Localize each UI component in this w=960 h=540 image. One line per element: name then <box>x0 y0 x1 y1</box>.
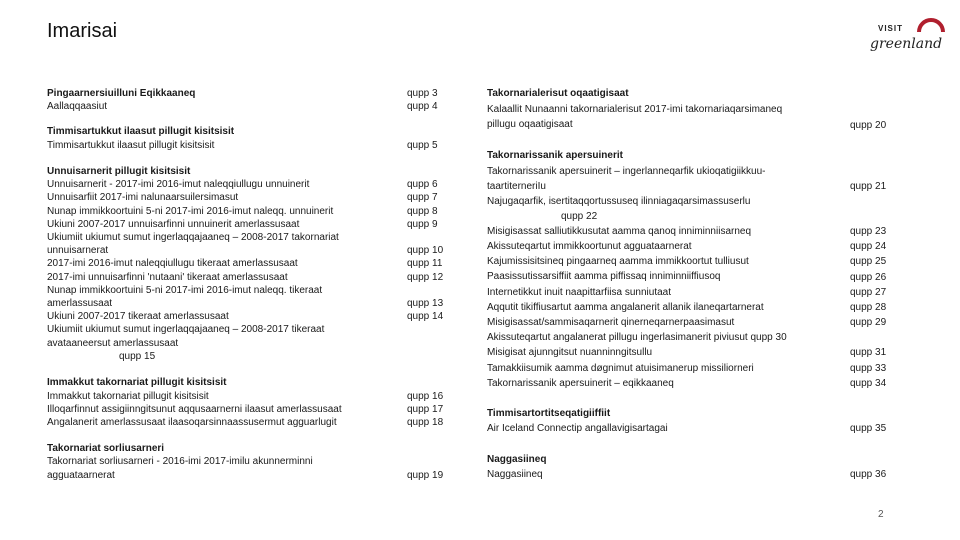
page-ref: qupp 3 <box>407 88 438 99</box>
toc-section-heading: Takornarissanik apersuinerit <box>487 150 623 161</box>
toc-entry: Tamakkiisumik aamma døgnimut atuisimanerup missiliorneri <box>487 363 754 374</box>
page-ref: qupp 5 <box>407 140 438 151</box>
toc-entry: Nunap immikkoortuini 5-ni 2017-imi 2016-imut naleqq. unnuinerit <box>47 206 334 217</box>
toc-entry: Ukiumiit ukiumut sumut ingerlaqqajaaneq – 2008-2017 tikeraat <box>47 324 325 335</box>
logo-script-text: greenland <box>870 36 943 52</box>
toc-entry: taartiterneriIu <box>487 181 546 192</box>
page-ref: qupp 21 <box>850 181 887 192</box>
toc-entry: agguataarnerat <box>47 470 115 481</box>
page-ref: qupp 18 <box>407 417 444 428</box>
page-ref: qupp 6 <box>407 179 438 190</box>
toc-entry: Nunap immikkoortuini 5-ni 2017-imi 2016-imut naleqq. tikeraat <box>47 285 323 296</box>
page-ref: qupp 25 <box>850 256 887 267</box>
toc-entry: 2017-imi unnuisarfinni 'nutaani' tikeraat amerlassusaat <box>47 272 288 283</box>
page-ref: qupp 12 <box>407 272 444 283</box>
page-ref: qupp 36 <box>850 469 887 480</box>
page-ref: qupp 28 <box>850 302 887 313</box>
page-ref: qupp 7 <box>407 192 438 203</box>
toc-entry: avataaneersut amerlassusaat <box>47 338 179 349</box>
toc-entry: Najugaqarfik, isertitaqqortussuseq ilinniagaqarsimassuserlu <box>487 196 751 207</box>
toc-entry-page: qupp 22 <box>561 211 598 222</box>
toc-section-heading: Takornarialerisut oqaatigisaat <box>487 88 629 99</box>
toc-entry: Kalaallit Nunaanni takornarialerisut 2017-imi takornariaqarsimaneq <box>487 104 783 115</box>
page-ref: qupp 31 <box>850 347 887 358</box>
logo-visit-text: VISIT <box>878 24 904 33</box>
toc-section-heading: Takornariat sorliusarneri <box>47 443 165 454</box>
toc-entry: Air Iceland Connectip angallavigisartagai <box>487 423 668 434</box>
toc-entry: Ukiumiit ukiumut sumut ingerlaqqajaaneq – 2008-2017 takornariat <box>47 232 339 243</box>
toc-entry: Illoqarfinnut assigiinngitsunut aqqusaarnerni ilaasut amerlassusaat <box>47 404 342 415</box>
slide-page-number: 2 <box>878 509 884 520</box>
toc-entry: Ukiuni 2007-2017 unnuisarfinni unnuinerit amerlassusaat <box>47 219 300 230</box>
page-ref: qupp 10 <box>407 245 444 256</box>
page-ref: qupp 9 <box>407 219 438 230</box>
toc-entry: Misigisassat salliutikkusutat aamma qanoq inniminniisarneq <box>487 226 752 237</box>
page-ref: qupp 24 <box>850 241 887 252</box>
toc-entry: Aqqutit tikiffiusartut aamma angalanerit allanik ilaneqartarnerat <box>487 302 764 313</box>
toc-entry: Kajumissisitsineq pingaarneq aamma immikkoortut tulliusut <box>487 256 749 267</box>
toc-entry: Aallaqqaasiut <box>47 101 108 112</box>
page-ref: qupp 20 <box>850 120 887 131</box>
toc-entry: 2017-imi 2016-imut naleqqiullugu tikeraat amerlassusaat <box>47 258 298 269</box>
page-ref: qupp 14 <box>407 311 444 322</box>
toc-entry: Akissuteqartut immikkoortunut agguataarnerat <box>487 241 692 252</box>
toc-entry: Takornarissanik apersuinerit – ingerlanneqarfik ukioqatigiikkuu- <box>487 166 766 177</box>
toc-entry: amerlassusaat <box>47 298 113 309</box>
toc-entry: Unnuisarnerit - 2017-imi 2016-imut naleqqiullugu unnuinerit <box>47 179 310 190</box>
toc-entry: pillugu oqaatigisaat <box>487 119 573 130</box>
page-ref: qupp 11 <box>407 258 443 269</box>
toc-entry: Immakkut takornariat pillugit kisitsisit <box>47 391 209 402</box>
page-ref: qupp 17 <box>407 404 444 415</box>
toc-entry: Internetikkut inuit naapittarfiisa sunniutaat <box>487 287 671 298</box>
logo-arc-icon <box>916 12 946 34</box>
toc-section-heading: Timmisartortitseqatigiiffiit <box>487 408 611 419</box>
toc-entry: Misigisat ajunngitsut nuanninngitsullu <box>487 347 653 358</box>
toc-section-heading: Naggasiineq <box>487 454 547 465</box>
toc-entry: Misigisassat/sammisaqarnerit qinerneqarnerpaasimasut <box>487 317 735 328</box>
visit-greenland-logo <box>868 12 952 56</box>
page-ref: qupp 29 <box>850 317 887 328</box>
page-ref: qupp 34 <box>850 378 887 389</box>
toc-entry: Takornarissanik apersuinerit – eqikkaaneq <box>487 378 674 389</box>
toc-entry: Angalanerit amerlassusaat ilaasoqarsinnaassusermut agguarlugit <box>47 417 337 428</box>
page-ref: qupp 4 <box>407 101 438 112</box>
toc-entry: Ukiuni 2007-2017 tikeraat amerlassusaat <box>47 311 229 322</box>
page-ref: qupp 26 <box>850 272 887 283</box>
toc-entry: unnuisarnerat <box>47 245 109 256</box>
toc-section-heading: Timmisartukkut ilaasut pillugit kisitsisit <box>47 126 235 137</box>
page-ref: qupp 19 <box>407 470 444 481</box>
page-ref: qupp 33 <box>850 363 887 374</box>
toc-section-heading: Unnuisarnerit pillugit kisitsisit <box>47 166 191 177</box>
toc-section-heading: Pingaarnersiuilluni Eqikkaaneq <box>47 88 196 99</box>
page-ref: qupp 23 <box>850 226 887 237</box>
toc-entry: Naggasiineq <box>487 469 543 480</box>
toc-section-heading: Immakkut takornariat pillugit kisitsisit <box>47 377 227 388</box>
page-ref: qupp 35 <box>850 423 887 434</box>
page-title: Imarisai <box>47 20 118 42</box>
toc-entry: Paasissutissarsiffiit aamma piffissaq inniminniiffiusoq <box>487 271 721 282</box>
toc-entry-page: qupp 15 <box>119 351 156 362</box>
page-ref: qupp 16 <box>407 391 444 402</box>
page-ref: qupp 8 <box>407 206 438 217</box>
toc-entry: Takornariat sorliusarneri - 2016-imi 2017-imilu akunnerminni <box>47 456 313 467</box>
page-ref: qupp 13 <box>407 298 444 309</box>
page-ref: qupp 27 <box>850 287 887 298</box>
toc-entry: Akissuteqartut angalanerat pillugu ingerlasimanerit piviusut qupp 30 <box>487 332 787 343</box>
toc-entry: Unnuisarfiit 2017-imi nalunaarsuilersimasut <box>47 192 239 203</box>
toc-entry: Timmisartukkut ilaasut pillugit kisitsisit <box>47 140 215 151</box>
